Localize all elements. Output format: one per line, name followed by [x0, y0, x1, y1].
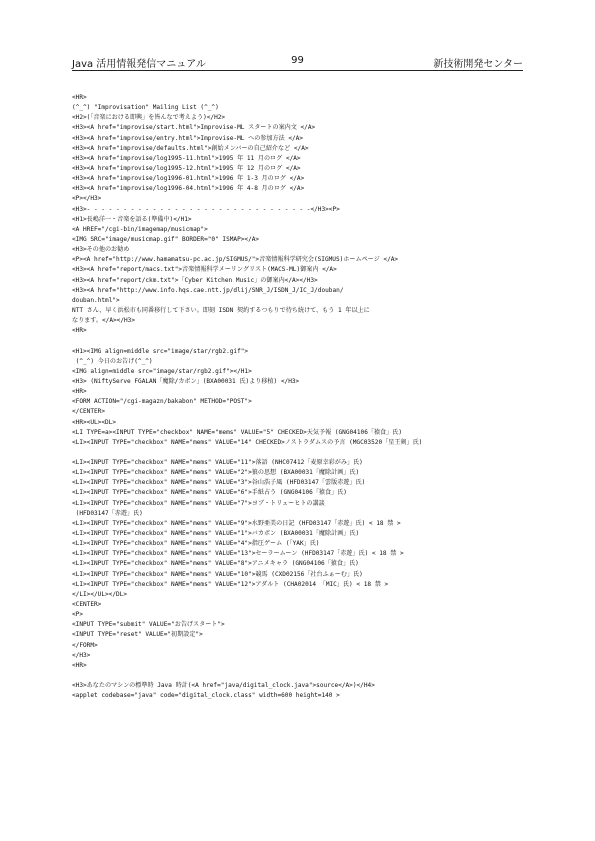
code-line: <LI><INPUT TYPE="checkbox" NAME="mems" VALUE="7">ヨブ・トリューヒトの講談 — [72, 499, 325, 507]
code-line: <applet codebase="java" code="digital_clock.class" width=600 height=140 > — [72, 692, 340, 700]
code-line: <FORM ACTION="/cgi-magazn/bakabon" METHOD="POST"> — [72, 398, 252, 406]
code-line: (^_^) 今日のお告げ(^_^) — [72, 357, 153, 365]
code-line: <H3><A href="report/ckm.txt">「Cyber Kitchen Music」の御案内</A></H3> — [72, 276, 318, 284]
code-line: <LI><INPUT TYPE="checkbox" NAME="mems" VALUE="3">谷山浩子風 (HFD03147「雲版赤遊」氏) — [72, 479, 366, 487]
code-line: <P></H3> — [72, 195, 102, 203]
code-line: <LI><INPUT TYPE="checkbox" NAME="mems" VALUE="4">指圧ゲーム (「YAK」氏) — [72, 540, 320, 548]
code-line: <H3> (NiftyServe FGALAN「魔除/カボン」(BXA00031 氏)より移植) </H3> — [72, 377, 300, 385]
code-line: <HR> — [72, 327, 87, 335]
code-line: <H3>あなたのマシンの標準時 Java 時計(<A href="java/digital_clock.java">source</A>)</H4> — [72, 682, 375, 690]
code-line: <LI><INPUT TYPE="checkbox" NAME="mems" VALUE="6">手紙占う (GNG04106「猿食」氏) — [72, 489, 347, 497]
code-line: なります。</A></H3> — [72, 317, 135, 325]
code-line: <H3><A href="improvise/log1996-04.html">1996 年 4-8 月のログ </A> — [72, 185, 305, 193]
code-line: <H3><A href="improvise/start.html">Improvise-ML スタートの案内文 </A> — [72, 124, 316, 132]
code-line: <H1><IMG align=middle src="image/star/rgb2.gif"> — [72, 347, 249, 355]
code-line: <LI><INPUT TYPE="checkbox" NAME="mems" VALUE="9">水野亜美の日記 (HFD03147「赤遊」氏) < 18 禁 > — [72, 519, 401, 527]
code-line: <INPUT TYPE="reset" VALUE="初期設定"> — [72, 631, 203, 639]
code-line: <P><A href="http://www.hamamatsu-pc.ac.jp/SIGMUS/">音楽情報科学研究会(SIGMUS)ホームページ </A> — [72, 256, 399, 264]
page-header — [72, 55, 523, 71]
code-line: (^_^) "Improvisation" Mailing List (^_^) — [72, 104, 219, 112]
code-line: <LI><INPUT TYPE="checkbox" NAME="mems" VALUE="11">落語 (NHC07412「麦原幸彩がみ」氏) — [72, 459, 363, 467]
code-line: <LI><INPUT TYPE="checkbox" NAME="mems" VALUE="8">アニメキャラ (GNG04106「猿食」氏) — [72, 560, 359, 568]
code-line: <H3><A href="improvise/log1995-11.html">1995 年 11 月のログ </A> — [72, 154, 301, 162]
header-manual-title: Java 活用情報発信マニュアル — [72, 59, 206, 70]
code-line: <LI><INPUT TYPE="checkbox" NAME="mems" VALUE="1">バカボン (BXA00031「魔除計画」氏) — [72, 530, 360, 538]
code-line: douban.html"> — [72, 296, 120, 304]
code-line — [72, 448, 532, 458]
html-source-listing — [72, 93, 532, 701]
code-line: <H2>(「音楽における即興」を皆んなで考えよう)</H2> — [72, 114, 226, 122]
code-line: <HR> — [72, 661, 87, 669]
code-line: <H3><A href="report/macs.txt">音楽情報科学メーリングリスト(MACS-ML)御案内 </A> — [72, 266, 337, 274]
code-line — [72, 336, 532, 346]
code-line: <H3><A href="http://www.info.hqs.cae.ntt.jp/dlij/SNR_J/ISDN_J/IC_J/douban/ — [72, 286, 344, 294]
page-number: 99 — [291, 55, 304, 66]
code-line: <LI><INPUT TYPE="checkbox" NAME="mems" VALUE="2">狼の思想 (BXA00031「魔除計画」氏) — [72, 469, 360, 477]
code-line: </LI></UL></DL> — [72, 590, 128, 598]
code-line: <P> — [72, 611, 84, 619]
code-line: <HR><UL><DL> — [72, 418, 117, 426]
code-line: <LI><INPUT TYPE="checkbox" NAME="mems" VALUE="10">競馬 (CXD02156「社台ふぁーむ」氏) — [72, 570, 363, 578]
code-line: <A HREF="/cgi-bin/imagemap/musicmap"> — [72, 225, 208, 233]
code-line: <H3><A href="improvise/log1996-01.html">1996 年 1-3 月のログ </A> — [72, 175, 305, 183]
code-line: </CENTER> — [72, 408, 106, 416]
code-line: <LI><INPUT TYPE="checkbox" NAME="mems" VALUE="13">セーラームーン (HFD03147「赤遊」氏) < 18 禁 > — [72, 550, 404, 558]
code-line: <HR> — [72, 94, 87, 101]
code-line: <INPUT TYPE="submit" VALUE="お告げスタート"> — [72, 621, 225, 629]
code-line: <IMG align=middle src="image/star/rgb2.gif"></H1> — [72, 367, 252, 375]
code-line: <CENTER> — [72, 601, 102, 609]
code-line: </H3> — [72, 651, 91, 659]
code-line: <HR> — [72, 388, 87, 396]
code-line: (HFD03147「赤遊」氏) — [72, 509, 143, 517]
code-line: <H3><A href="improvise/defaults.html">創始メンバーの自己紹介など </A> — [72, 144, 309, 152]
code-line: <H3><A href="improvise/log1995-12.html">1995 年 12 月のログ </A> — [72, 164, 301, 172]
code-line: <H1>長嶋洋一・音楽を語る(準備中)</H1> — [72, 215, 192, 223]
code-line: <H3>その他のお勧め — [72, 246, 130, 254]
code-line — [72, 671, 532, 681]
code-line: </FORM> — [72, 641, 98, 649]
header-rule — [72, 70, 523, 71]
code-line: <LI><INPUT TYPE="checkbox" NAME="mems" VALUE="14" CHECKED>ノストラダムスの予言 (MGC03520「星王剣」氏) — [72, 438, 423, 446]
code-line: <LI TYPE=a><INPUT TYPE="checkbox" NAME="mems" VALUE="5" CHECKED>天気予報 (GNG04106「猿食」氏) — [72, 428, 402, 436]
code-line: <H3><A href="improvise/entry.html">Improvise-ML への参加方法 </A> — [72, 134, 304, 142]
header-organization: 新技術開発センター — [433, 59, 523, 70]
code-line: <H3>- - - - - - - - - - - - - - - - - - - - - - - - - - - - - - -</H3><P> — [72, 205, 340, 213]
code-line: <LI><INPUT TYPE="checkbox" NAME="mems" VALUE="12">アダルト (CHA02014 「MIC」氏) < 18 禁 > — [72, 580, 389, 588]
code-line: <IMG SRC="image/musicmap.gif" BORDER="0" ISMAP></A> — [72, 235, 260, 243]
code-line: NTT さん、早く浜松市も同番移行して下さい。即刻 ISDN 契約するつもりで待ち続けて、もう 1 年以上に — [72, 306, 370, 314]
